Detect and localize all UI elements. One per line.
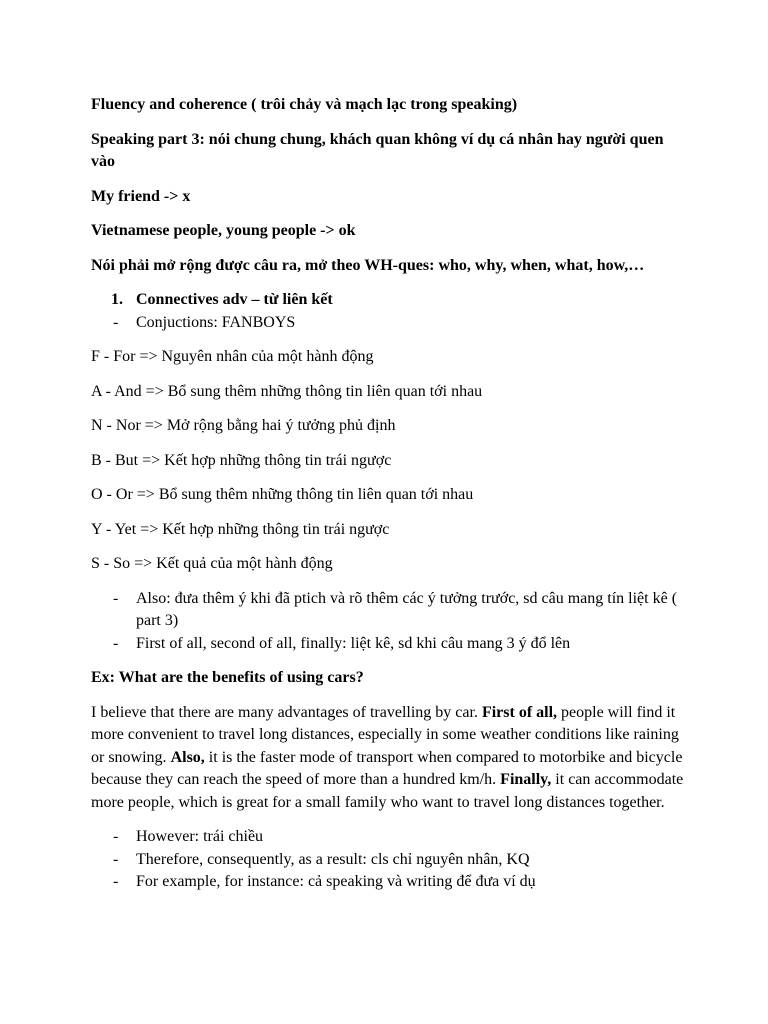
list-item-text: First of all, second of all, finally: liệt kê, sd khi câu mang 3 ý đổ lên <box>136 634 571 652</box>
dash-bullet: - <box>113 589 119 607</box>
connectives-title: Connectives adv – từ liên kết <box>136 291 333 308</box>
list-item-text: For example, for instance: cả speaking và writing để đưa ví dụ <box>136 873 536 890</box>
fanboys-o: O - Or => Bổ sung thêm những thông tin liên quan tới nhau <box>91 486 474 503</box>
keyword-also: Also, <box>170 748 205 766</box>
example-sentence: it is the faster mode of transport when compared to motorbike and bicycle because they can reach the speed of more than a hundred km/h. <box>91 748 683 788</box>
adverb-list <box>91 588 691 656</box>
document-body <box>91 94 691 906</box>
conjunctions-label: Conjuctions: FANBOYS <box>136 313 296 331</box>
example-sentence: people will find it more convenient to travel long distances, especially in some weather conditions like raining or snowing. <box>91 703 679 766</box>
list-item-for-example <box>91 871 691 894</box>
list-item-therefore <box>91 849 691 872</box>
example-sentence: I believe that there are many advantages of travelling by car. <box>91 703 482 721</box>
numbered-item-connectives <box>91 289 691 312</box>
dash-bullet: - <box>113 850 119 868</box>
fanboys-n: N - Nor => Mở rộng bằng hai ý tưởng phủ định <box>91 417 396 434</box>
heading-fluency: Fluency and coherence ( trôi chảy và mạch lạc trong speaking) <box>91 96 518 113</box>
line-expand-wh: Nói phải mở rộng được câu ra, mở theo WH-ques: who, why, when, what, how,… <box>91 256 645 274</box>
list-item-text: However: trái chiều <box>136 828 264 845</box>
line-vietnamese-people: Vietnamese people, young people -> ok <box>91 222 356 239</box>
dash-bullet: - <box>113 873 119 890</box>
conjunctions-list <box>91 312 691 335</box>
list-item-also <box>91 588 691 633</box>
example-sentence: it can accommodate more people, which is great for a small family who want to travel long distances together. <box>91 771 684 811</box>
dash-bullet: - <box>113 634 119 652</box>
dash-bullet: - <box>113 828 119 845</box>
fanboys-b: B - But => Kết hợp những thông tin trái ngược <box>91 451 392 469</box>
numbered-list <box>91 289 691 312</box>
fanboys-s: S - So => Kết quả của một hành động <box>91 555 333 572</box>
list-item-text: Also: đưa thêm ý khi đã ptich và rõ thêm các ý tưởng trước, sd câu mang tín liệt kê ( part 3) <box>136 589 678 629</box>
example-question: Ex: What are the benefits of using cars? <box>91 669 364 686</box>
list-item-however <box>91 826 691 849</box>
list-item-conjunctions <box>91 312 691 335</box>
example-paragraph <box>91 702 691 815</box>
fanboys-a: A - And => Bổ sung thêm những thông tin liên quan tới nhau <box>91 382 483 400</box>
fanboys-f: F - For => Nguyên nhân của một hành động <box>91 348 374 365</box>
list-item-first-of-all <box>91 633 691 656</box>
linking-words-list <box>91 826 691 894</box>
keyword-finally: Finally, <box>500 771 552 788</box>
keyword-first-of-all: First of all, <box>481 703 558 721</box>
line-my-friend: My friend -> x <box>91 187 191 205</box>
dash-bullet: - <box>113 313 119 331</box>
heading-speaking-part3: Speaking part 3: nói chung chung, khách quan không ví dụ cá nhân hay người quen vào <box>91 130 664 170</box>
fanboys-y: Y - Yet => Kết hợp những thông tin trái ngược <box>91 520 390 538</box>
list-number: 1. <box>111 291 123 308</box>
list-item-text: Therefore, consequently, as a result: cls chỉ nguyên nhân, KQ <box>136 850 530 868</box>
